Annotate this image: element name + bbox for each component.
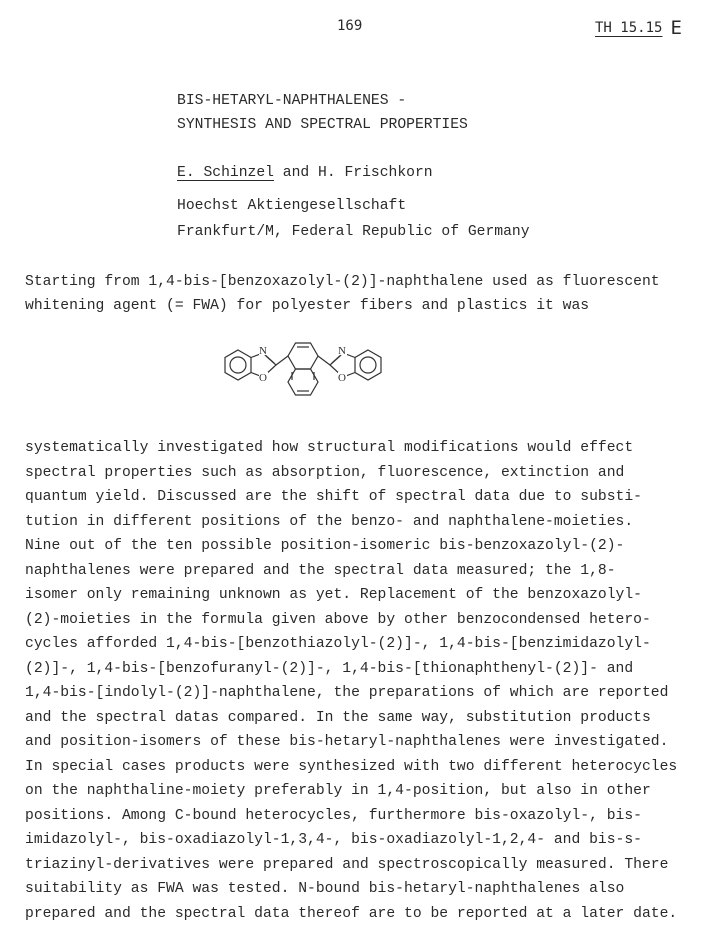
atom-o-left: O [259, 372, 267, 384]
title-line-1: BIS-HETARYL-NAPHTHALENES - [177, 93, 407, 109]
atom-n-right: N [338, 345, 346, 357]
body-line: positions. Among C-bound heterocycles, furthermore bis-oxazolyl-, bis- [25, 807, 642, 824]
left-benzene-ring [225, 350, 251, 380]
atom-n-left: N [259, 345, 267, 357]
body-line: imidazolyl-, bis-oxadiazolyl-1,3,4-, bis-oxadiazolyl-1,2,4- and bis-s- [25, 832, 642, 848]
intro-line: Starting from 1,4-bis-[benzoxazolyl-(2)]-naphthalene used as fluorescent [25, 274, 660, 290]
presenting-author: E. Schinzel [177, 165, 274, 181]
body-line: prepared and the spectral data thereof are to be reported at a later date. [25, 905, 678, 922]
page-number: 169 [337, 18, 363, 34]
body-line: naphthalenes were prepared and the spectral data measured; the 1,8- [25, 562, 616, 579]
body-line: suitability as FWA was tested. N-bound bis-hetaryl-naphthalenes also [25, 881, 625, 897]
affiliation-line-1: Hoechst Aktiengesellschaft [177, 198, 407, 214]
atom-o-right: O [338, 372, 346, 384]
body-line: tution in different positions of the benzo- and naphthalene-moieties. [25, 513, 634, 530]
title-line-2: SYNTHESIS AND SPECTRAL PROPERTIES [177, 117, 468, 133]
code-label: TH 15.15 [595, 20, 663, 36]
body-line: 1,4-bis-[indolyl-(2)]-naphthalene, the preparations of which are reported [25, 685, 669, 701]
body-line: on the naphthaline-moiety preferably in 1,4-position, but also in other [25, 783, 651, 799]
affiliation-line-2: Frankfurt/M, Federal Republic of Germany [177, 224, 530, 240]
body-line: spectral properties such as absorption, fluorescence, extinction and [25, 464, 625, 481]
body-line: (2)-moieties in the formula given above by other benzocondensed hetero- [25, 611, 651, 628]
body-line: triazinyl-derivatives were prepared and spectroscopically measured. There [25, 856, 669, 873]
intro-line: whitening agent (= FWA) for polyester fibers and plastics it was [25, 298, 590, 314]
body-line: and position-isomers of these bis-hetaryl-naphthalenes were investigated. [25, 734, 669, 750]
body-line: and the spectral datas compared. In the same way, substitution products [25, 709, 651, 726]
right-benzene-ring [355, 350, 381, 380]
co-author: and H. Frischkorn [273, 165, 433, 181]
body-line: systematically investigated how structural modifications would effect [25, 440, 634, 456]
body-line: isomer only remaining unknown as yet. Replacement of the benzoxazolyl- [25, 587, 642, 603]
body-line: quantum yield. Discussed are the shift of spectral data due to substi- [25, 489, 642, 505]
body-line: Nine out of the ten possible position-isomeric bis-benzoxazolyl-(2)- [25, 538, 625, 554]
code-suffix: E [670, 17, 682, 39]
body-line: In special cases products were synthesized with two different heterocycles [25, 758, 678, 775]
body-line: cycles afforded 1,4-bis-[benzothiazolyl-(2)]-, 1,4-bis-[benzimidazolyl- [25, 636, 651, 652]
body-line: (2)]-, 1,4-bis-[benzofuranyl-(2)]-, 1,4-bis-[thionaphthenyl-(2)]- and [25, 660, 634, 677]
